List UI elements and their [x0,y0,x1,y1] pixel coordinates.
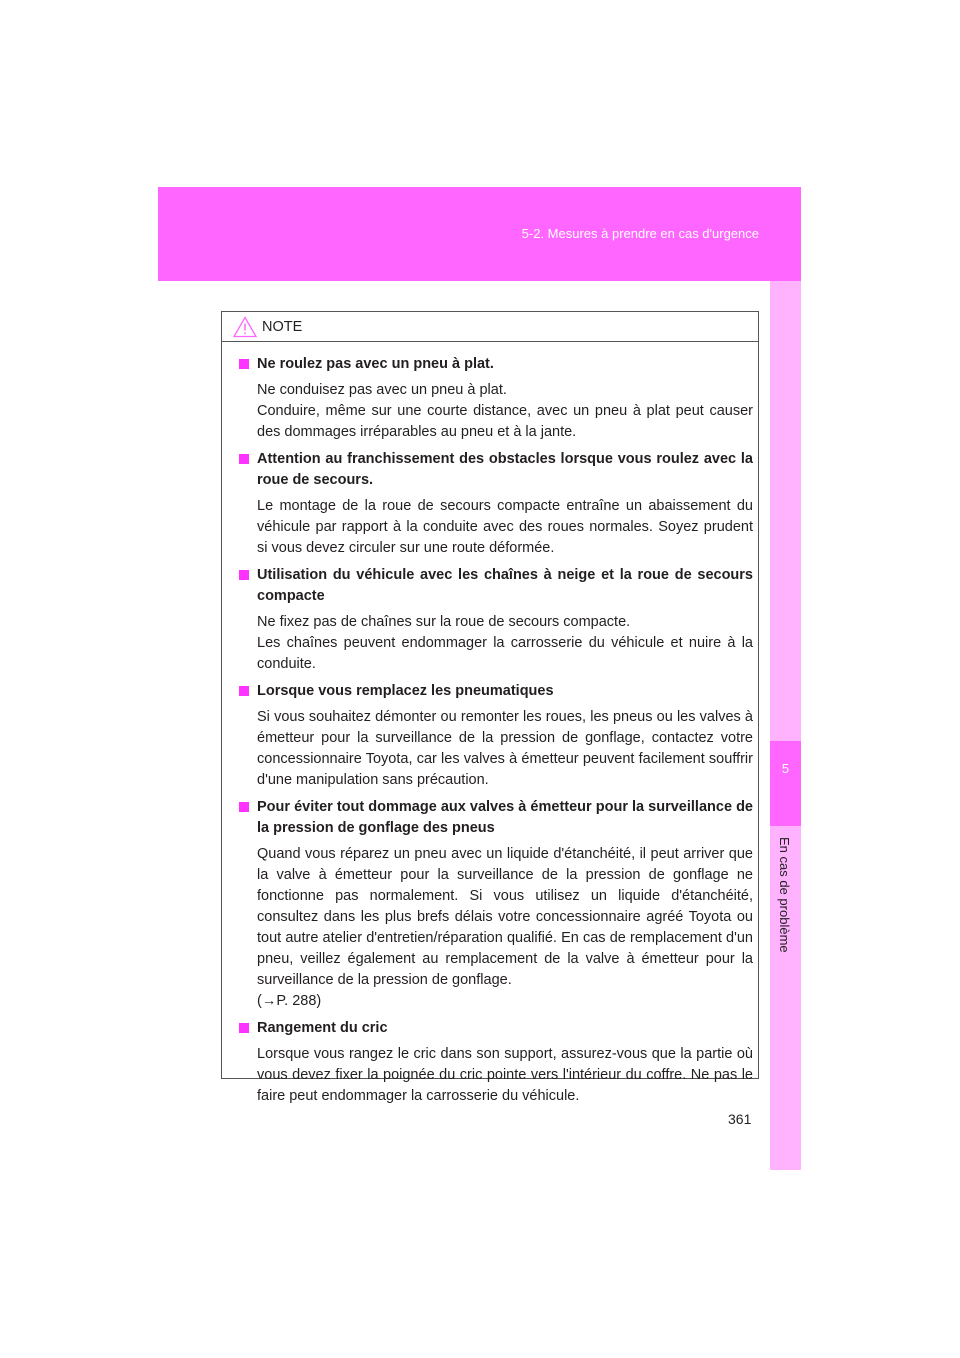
note-item-text: Ne conduisez pas avec un pneu à plat. Conduire, même sur une courte distance, avec un pneu à plat peut causer des dommages irréparables au pneu et à la jante. [257,382,753,440]
note-item-title: Lorsque vous remplacez les pneumatiques [239,681,753,702]
note-item [239,449,753,559]
note-item-title: Utilisation du véhicule avec les chaînes à neige et la roue de secours compacte [239,565,753,607]
note-item [239,354,753,443]
note-item [239,681,753,791]
note-item-text: Quand vous réparez un pneu avec un liquide d'étanchéité, il peut arriver que la valve à émetteur pour la surveillance de la pression de gonflage ne fonctionne pas normalement. Si vous utilisez un liquide d'étanchéité, consultez dans les plus brefs délais votre concessionnaire agréé Toyota ou tout autre atelier d'entretien/réparation qualifié. En cas de remplacement d'un pneu, veillez également au remplacement de la valve à émetteur pour la surveillance de la pression de gonflage. (→P. 288) [257,846,753,1009]
header-band [158,187,801,281]
page-number: 361 [728,1111,752,1127]
square-bullet-icon [239,686,249,696]
note-item-title: Attention au franchissement des obstacles lorsque vous roulez avec la roue de secours. [239,449,753,491]
square-bullet-icon [239,359,249,369]
note-header [222,312,758,342]
warning-icon [233,316,257,338]
note-item-text: Si vous souhaitez démonter ou remonter les roues, les pneus ou les valves à émetteur pour la surveillance de la pression de gonflage, contactez votre concessionnaire Toyota, car les valves à émetteur peuvent facilement souffrir d'une manipulation sans précaution. [257,709,753,788]
note-label: NOTE [262,319,303,335]
chapter-number: 5 [781,761,790,776]
note-item [239,1018,753,1107]
note-item-text: Le montage de la roue de secours compacte entraîne un abaissement du véhicule par rapport à la conduite avec des roues normales. Soyez prudent si vous devez circuler sur une route déformée. [257,498,753,556]
note-item-text: Lorsque vous rangez le cric dans son support, assurez-vous que la partie où vous devez fixer la poignée du cric pointe vers l'intérieur du coffre. Ne pas le faire peut endommager la carrosserie du véhicule. [257,1046,753,1104]
note-item-title: Pour éviter tout dommage aux valves à émetteur pour la surveillance de la pression de gonflage des pneus [239,797,753,839]
note-item-title: Ne roulez pas avec un pneu à plat. [239,354,753,375]
square-bullet-icon [239,802,249,812]
side-tab [770,281,801,1170]
note-item-title: Rangement du cric [239,1018,753,1039]
note-box [221,311,759,1104]
note-item [239,797,753,1012]
square-bullet-icon [239,570,249,580]
note-body [222,342,758,1107]
section-title: 5-2. Mesures à prendre en cas d'urgence [521,226,759,241]
chapter-block [770,741,801,826]
chapter-title: En cas de problème [777,837,792,953]
square-bullet-icon [239,454,249,464]
note-item [239,565,753,675]
note-item-text: Ne fixez pas de chaînes sur la roue de secours compacte. Les chaînes peuvent endommager la carrosserie du véhicule et nuire à la conduite. [257,614,753,672]
square-bullet-icon [239,1023,249,1033]
